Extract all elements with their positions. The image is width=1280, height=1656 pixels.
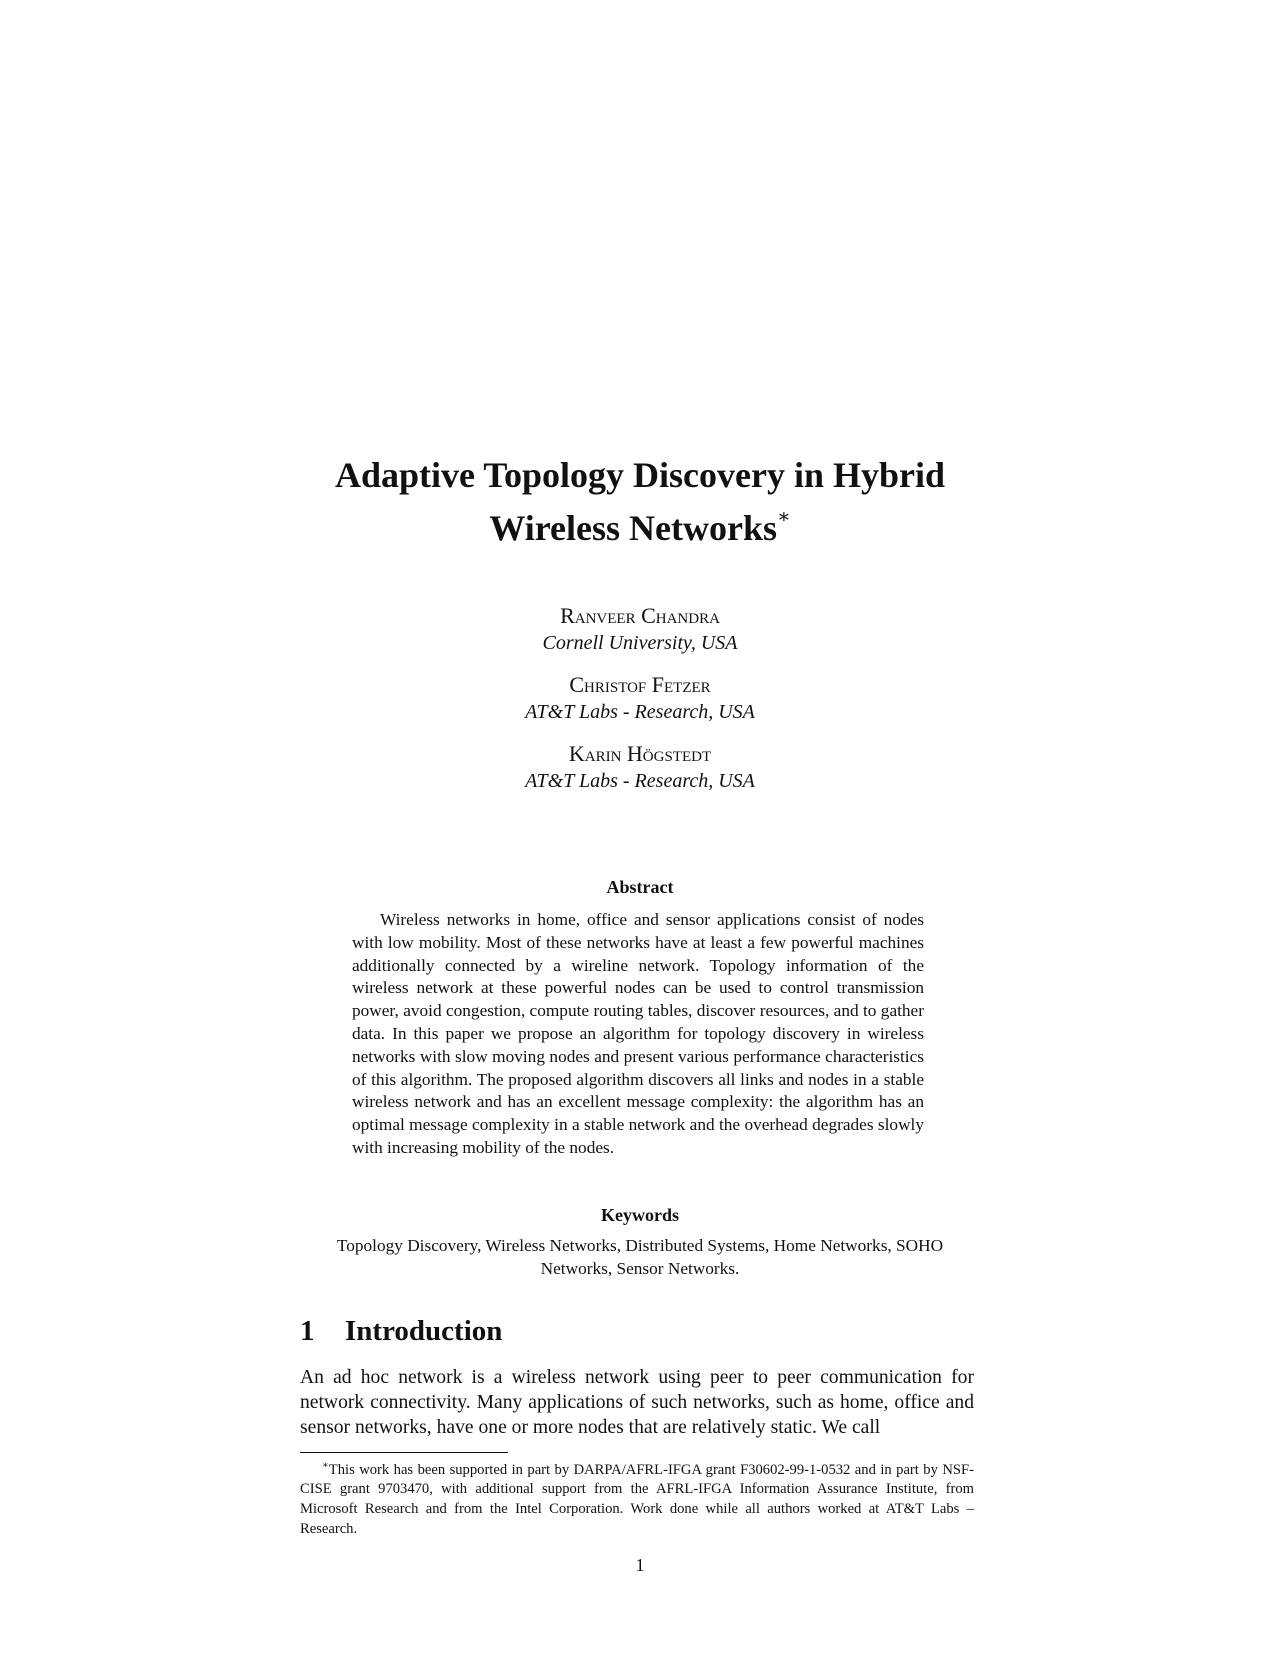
author-name: Christof Fetzer	[569, 672, 711, 697]
title-line-1: Adaptive Topology Discovery in Hybrid	[334, 455, 946, 495]
author-affiliation: AT&T Labs - Research, USA	[525, 701, 755, 723]
section-number: 1	[300, 1315, 315, 1347]
section-heading	[300, 1313, 1000, 1349]
title-line-2: Wireless Networks	[489, 508, 778, 548]
abstract-text: Wireless networks in home, office and sensor applications consist of nodes with low mobility. Most of these networks have at least a few powerful machines additionally connected by a wireline network. Topology information of the wireless network at these powerful nodes can be used to control transmission power, avoid congestion, compute routing tables, discover resources, and to gather data. In this paper we propose an algorithm for topology discovery in wireless networks with slow moving nodes and present various performance characteristics of this algorithm. The proposed algorithm discovers all links and nodes in a stable wireless network and has an excellent message complexity: the algorithm has an optimal message complexity in a stable network and the overhead degrades slowly with increasing mobility of the nodes.	[352, 910, 924, 1157]
footnote-rule	[300, 1452, 508, 1453]
section-body-text: An ad hoc network is a wireless network using peer to peer communication for network connectivity. Many applications of such networks, such as home, office and sensor networks, have one or more nodes that are relatively static. We call	[300, 1367, 974, 1438]
author-2	[240, 671, 1040, 725]
title-footnote-mark: ∗	[777, 506, 791, 528]
footnote-mark: ∗	[322, 1460, 329, 1471]
author-name: Ranveer Chandra	[560, 603, 720, 628]
author-3	[240, 740, 1040, 794]
author-name: Karin Högstedt	[568, 741, 712, 766]
author-affiliation: AT&T Labs - Research, USA	[525, 770, 755, 792]
author-affiliation: Cornell University, USA	[542, 632, 738, 654]
footnote-text: This work has been supported in part by DARPA/AFRL-IFGA grant F30602-99-1-0532 and in part by NSF-CISE grant 9703470, with additional support from the AFRL-IFGA Information Assurance Institute, from Microsoft Research and from the Intel Corporation. Work done while all authors worked at AT&T Labs – Research.	[300, 1461, 974, 1537]
footnote	[300, 1456, 974, 1539]
keywords-text: Topology Discovery, Wireless Networks, Distributed Systems, Home Networks, SOHO Networks, Sensor Networks.	[336, 1236, 944, 1278]
abstract-heading: Abstract	[606, 877, 674, 897]
section-title: Introduction	[345, 1315, 503, 1347]
keywords-heading: Keywords	[601, 1205, 679, 1225]
page-number: 1	[635, 1555, 645, 1575]
author-1	[240, 602, 1040, 656]
paper-title	[240, 452, 1040, 551]
